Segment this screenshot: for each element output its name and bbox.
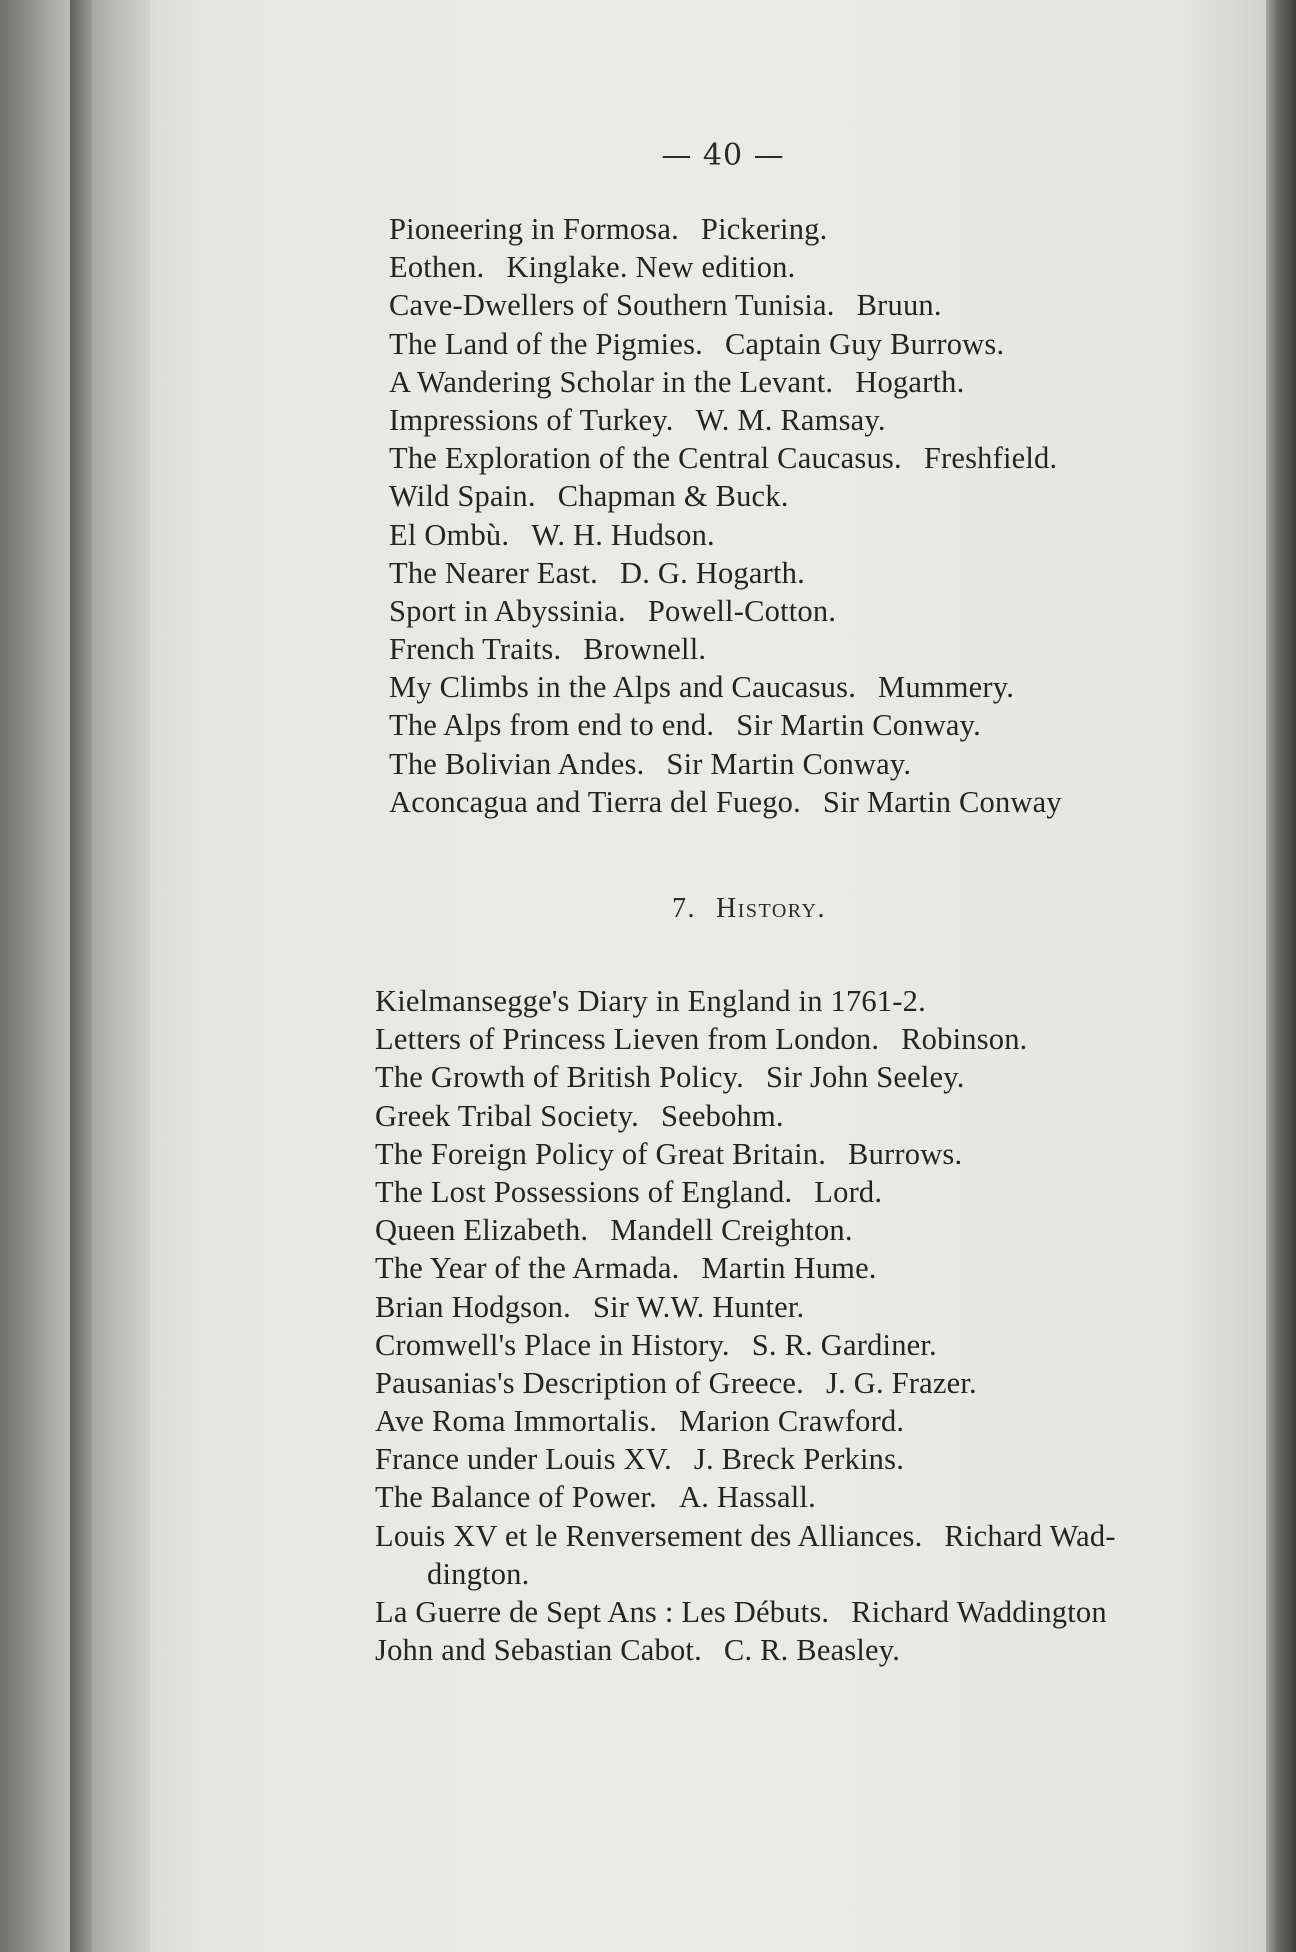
book-title: The Lost Possessions of England. <box>375 1174 793 1209</box>
book-author: Marion Crawford. <box>679 1404 905 1439</box>
book-author: D. G. Hogarth. <box>619 555 805 590</box>
list-item <box>389 783 1062 821</box>
book-title: The Growth of British Policy. <box>375 1060 744 1095</box>
list-item <box>389 401 1062 439</box>
book-title: France under Louis XV. <box>375 1442 672 1477</box>
list-item <box>389 363 1062 401</box>
book-title: El Ombù. <box>389 517 510 552</box>
list-item <box>375 1249 1116 1287</box>
book-title: Letters of Princess Lieven from London. <box>375 1022 880 1057</box>
book-title: Ave Roma Immortalis. <box>375 1404 658 1439</box>
book-author: C. R. Beasley. <box>723 1633 901 1668</box>
book-author: Sir Martin Conway <box>822 784 1062 819</box>
book-author: Brownell. <box>583 632 707 667</box>
book-title: Greek Tribal Society. <box>375 1098 639 1133</box>
book-title: Queen Elizabeth. <box>375 1213 589 1248</box>
list-item <box>375 1478 1116 1516</box>
book-title: The Bolivian Andes. <box>389 746 645 781</box>
list-item <box>389 592 1062 630</box>
travel-book-list <box>389 210 1062 821</box>
list-item <box>375 982 1116 1020</box>
list-item <box>375 1135 1116 1173</box>
list-item <box>375 1097 1116 1135</box>
book-author: J. G. Frazer. <box>826 1365 977 1400</box>
page-right-edge <box>1266 0 1296 1952</box>
list-item <box>375 1020 1116 1058</box>
list-item <box>375 1593 1116 1631</box>
book-title: The Alps from end to end. <box>389 708 715 743</box>
book-title: dington. <box>427 1556 530 1591</box>
book-title: Aconcagua and Tierra del Fuego. <box>389 784 801 819</box>
book-author: Burrows. <box>848 1136 963 1171</box>
book-title: Brian Hodgson. <box>375 1289 571 1324</box>
list-item <box>375 1288 1116 1326</box>
book-title: The Balance of Power. <box>375 1480 657 1515</box>
list-item <box>389 554 1062 592</box>
book-author: J. Breck Perkins. <box>693 1442 905 1477</box>
book-title: A Wandering Scholar in the Levant. <box>389 364 834 399</box>
list-item <box>375 1058 1116 1096</box>
list-item-continuation <box>375 1555 1116 1593</box>
book-author: Sir John Seeley. <box>765 1060 965 1095</box>
section-title: History. <box>716 893 826 924</box>
list-item <box>389 706 1062 744</box>
list-item <box>375 1326 1116 1364</box>
book-title: Pausanias's Description of Greece. <box>375 1365 804 1400</box>
book-title: Kielmansegge's Diary in England in 1761-2. <box>375 984 926 1018</box>
book-title: Wild Spain. <box>389 479 536 514</box>
book-title: La Guerre de Sept Ans : Les Débuts. <box>375 1595 830 1629</box>
page-number <box>0 138 1296 173</box>
list-item <box>389 210 1062 248</box>
book-title: The Nearer East. <box>389 555 598 590</box>
list-item <box>389 248 1062 286</box>
list-item <box>375 1211 1116 1249</box>
section-heading-history <box>672 893 826 925</box>
book-author: Sir Martin Conway. <box>736 708 981 743</box>
list-item <box>389 286 1062 324</box>
book-title: John and Sebastian Cabot. <box>375 1633 702 1668</box>
book-author: Sir W.W. Hunter. <box>592 1289 805 1324</box>
book-author: Captain Guy Burrows. <box>724 326 1005 361</box>
book-author: Freshfield. <box>923 441 1058 476</box>
book-author: Bruun. <box>856 288 942 323</box>
book-author: Hogarth. <box>855 364 965 399</box>
list-item <box>389 477 1062 515</box>
book-author: Richard Wad- <box>944 1518 1116 1553</box>
book-title: Cromwell's Place in History. <box>375 1327 730 1362</box>
book-author: Kinglake. New edition. <box>506 250 796 285</box>
book-title: Pioneering in Formosa. <box>389 212 679 246</box>
book-author: Pickering. <box>700 212 828 246</box>
book-title: My Climbs in the Alps and Caucasus. <box>389 670 857 705</box>
book-author: Sir Martin Conway. <box>666 746 912 781</box>
book-spine <box>0 0 70 1952</box>
spine-edge <box>70 0 92 1952</box>
list-item <box>375 1517 1116 1555</box>
book-title: The Foreign Policy of Great Britain. <box>375 1136 827 1171</box>
list-item <box>375 1402 1116 1440</box>
book-title: The Year of the Armada. <box>375 1251 680 1286</box>
book-author: Seebohm. <box>661 1098 784 1133</box>
page-number-text: — 40 — <box>661 138 785 173</box>
book-author: Mandell Creighton. <box>610 1213 853 1248</box>
book-author: Powell-Cotton. <box>647 593 837 628</box>
book-title: Cave-Dwellers of Southern Tunisia. <box>389 288 835 323</box>
book-author: Mummery. <box>878 670 1015 705</box>
book-author: S. R. Gardiner. <box>751 1327 937 1362</box>
book-author: Lord. <box>814 1174 883 1209</box>
list-item <box>389 516 1062 554</box>
list-item <box>375 1364 1116 1402</box>
book-author: A. Hassall. <box>679 1480 816 1515</box>
section-number: 7. <box>672 893 696 924</box>
list-item <box>375 1440 1116 1478</box>
list-item <box>389 439 1062 477</box>
book-author: Richard Waddington <box>851 1595 1107 1629</box>
book-author: Chapman & Buck. <box>557 479 789 514</box>
list-item <box>389 325 1062 363</box>
book-title: The Exploration of the Central Caucasus. <box>389 441 902 476</box>
book-title: Louis XV et le Renversement des Alliances. <box>375 1518 923 1553</box>
book-title: Eothen. <box>389 250 485 285</box>
book-author: W. H. Hudson. <box>531 517 715 552</box>
book-author: W. M. Ramsay. <box>695 402 886 437</box>
page-gutter <box>92 0 150 1952</box>
list-item <box>389 745 1062 783</box>
book-title: Impressions of Turkey. <box>389 402 674 437</box>
book-author: Martin Hume. <box>701 1251 877 1286</box>
list-item <box>375 1631 1116 1669</box>
book-title: The Land of the Pigmies. <box>389 326 703 361</box>
list-item <box>375 1173 1116 1211</box>
book-author: Robinson. <box>901 1022 1028 1057</box>
list-item <box>389 668 1062 706</box>
book-title: French Traits. <box>389 632 562 667</box>
list-item <box>389 630 1062 668</box>
book-title: Sport in Abyssinia. <box>389 593 626 628</box>
history-book-list <box>375 982 1116 1669</box>
